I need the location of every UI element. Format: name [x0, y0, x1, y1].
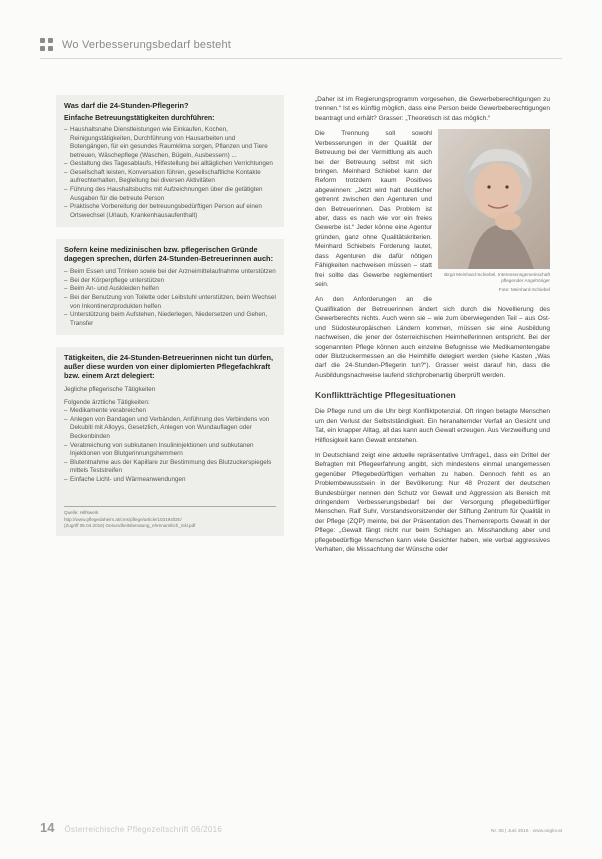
box-subheading: Einfache Betreuungstätigkeiten durchführen: — [64, 115, 215, 123]
article-paragraph: An den Anforderungen an die Qualifikation der Betreuerinnen ändert sich durch die Novellierung des Gewerberechts nichts. Auch wenn sie – wie zum überwiegenden Teil – aus Ost- und Südosteuropäischen Ländern kommen, müssen sie eine Ausbildung nachweisen, die jener der österreichischen Heimhelferinnen entspricht. Bei der sogenannten Pflege können auch einzelne Befugnisse wie Medikamentengabe oder Blutzuckermessen an die Heimhilfe delegiert werden (siehe Kasten „Was darf die 24-Stunden-Pflegerin tun?“). Grasser weist darauf hin, dass die Ausbildungsnachweise laufend stichprobenartig überprüft werden. — [315, 296, 550, 379]
list-item: – Verabreichung von subkutanen Insulininjektionen und subkutanen Injektionen von Blutgerinnungshemmern — [64, 442, 276, 459]
info-box-forbidden — [56, 347, 284, 536]
source-link[interactable]: (Zugriff 05.04.2016) Gesundheitsberatung_ehrenamtlich_inkl.pdf — [64, 522, 196, 528]
section-heading: Konfliktträchtige Pflegesituationen — [315, 390, 456, 401]
list-item: – Führung des Haushaltsbuchs mit Aufzeichnungen über die getätigten Ausgaben für die betreute Person — [64, 186, 276, 203]
section-header — [40, 38, 231, 52]
list-item: – Anlegen von Bandagen und Verbänden, Anführung des Verbindens von Dekubiti mit Alloyys, Gesetzlich, Anlegen von Wundauflagen oder Beckenbinden — [64, 416, 276, 442]
right-column — [315, 95, 550, 561]
magazine-name: Österreichische Pflegezeitschrift 06/2016 — [64, 825, 223, 834]
source-note — [64, 506, 276, 529]
section-title: Wo Verbesserungsbedarf besteht — [62, 39, 232, 51]
article-paragraph: „Daher ist im Regierungsprogramm vorgesehen, die Gewerbeberechtigungen zu trennen.“ Ist es künftig möglich, dass eine Person beide Gewerbeberechtigungen beantragt und erhält? Grasser: „Theoretisch ist das möglich.“ — [315, 96, 550, 122]
list-item: – Haushaltsnahe Dienstleistungen wie Einkaufen, Kochen, Reinigungstätigkeiten, Durchführung von Hausarbeiten und Botengängen, für ein gesundes Raumklima sorgen, Pflanzen und Tiere betreuen, Wäschepflege (Waschen, Bügeln, Ausbessern) ... — [64, 126, 276, 160]
list-item: – Bei der Körperpflege unterstützen — [64, 277, 276, 286]
page-footer — [40, 820, 562, 835]
article-paragraph: In Deutschland zeigt eine aktuelle repräsentative Umfrage1, dass ein Drittel der Befragten mit Pflegeerfahrung angibt, sich mindestens einmal unangemessen gegenüber Pflegebedürftigen verhalten zu haben. Dennoch fehlt es an Problembewusstsein in der Bevölkerung: Nur 48 Prozent der deutschen Bundesbürger nennen den Schutz vor Gewalt und Aggression als Bereich mit dringendem Verbesserungsbedarf bei der Versorgung pflegebedürftiger Menschen. Ralf Suhr, Vorstandsvorsitzender der Stiftung Zentrum für Qualität in der Pflege (ZQP) meinte, bei der Präsentation des Themenreports Gewalt in der Pflege: „Gewalt fängt nicht nur beim Schlagen an. Misshandlung aber und pflegebedürftige Menschen kann viele Gesichter haben, wie verbal aggressives Verhalten, die Missachtung der Wünsche oder — [315, 451, 550, 554]
list-item: – Beim An- und Auskleiden helfen — [64, 285, 276, 294]
info-box-allowed — [56, 239, 284, 335]
photo-caption: Birgit Meinhard-Schiebel, Interessensgemeinschaft pflegender Angehöriger — [444, 272, 550, 284]
list-item: – Beim Essen und Trinken sowie bei der Arzneimittelaufnahme unterstützen — [64, 268, 276, 277]
article-paragraph: Die Pflege rund um die Uhr birgt Konfliktpotenzial. Oft ringen betagte Menschen um den Verlust der Selbstständigkeit. Ein heranalternder Verfall an Gesicht und Tat, ein knapper Alltag, all das kann auch Gewalt erzeugen. Aus Verzweiflung und Hilflosigkeit kann Gewalt entstehen. — [315, 408, 550, 444]
box-sublabel: Folgende ärztliche Tätigkeiten: — [64, 399, 150, 407]
page-number: 14 — [40, 820, 55, 835]
header-rule — [40, 58, 562, 59]
forbidden-list — [64, 407, 276, 484]
list-item: – Praktische Vorbereitung der betreuungsbedürftigen Person auf einen Ortswechsel (Urlaub, Krankenhausaufenthalt) — [64, 203, 276, 220]
grid-dots-icon — [40, 38, 54, 52]
list-item: – Gestaltung des Tagesablaufs, Hilfestellung bei alltäglichen Verrichtungen — [64, 160, 276, 169]
source-label: Quelle: Hilfswerk — [64, 510, 99, 516]
list-item: – Blutentnahme aus der Kapillare zur Bestimmung des Blutzuckerspiegels mittels Teststreifen — [64, 459, 276, 476]
box-plain-text: Jegliche pflegerische Tätigkeiten — [64, 386, 156, 394]
box-heading: Sofern keine medizinischen bzw. pflegerischen Gründe dagegen sprechen, dürfen 24-Stunden-Betreuerinnen auch: — [64, 245, 274, 264]
info-box-tasks — [56, 95, 284, 227]
box-heading: Was darf die 24-Stunden-Pflegerin? — [64, 101, 189, 110]
left-column — [56, 95, 284, 548]
list-item: – Bei der Benutzung von Toilette oder Leibstuhl unterstützen, beim Wechsel von Inkontinenzprodukten helfen — [64, 294, 276, 311]
source-link[interactable]: http://www.pflegedaheim.at/cms/pflege/article/103194/DE/ — [64, 516, 182, 522]
list-item: – Medikamente verabreichen — [64, 407, 276, 416]
allowed-list — [64, 268, 276, 328]
portrait-figure — [438, 129, 550, 293]
list-item: – Unterstützung beim Aufstehen, Niederlegen, Niedersetzen und Gehen, Transfer — [64, 311, 276, 328]
list-item: – Gesellschaft leisten, Konversation führen, gesellschaftliche Kontakte aufrechterhalten, Begleitung bei diversen Aktivitäten — [64, 169, 276, 186]
list-item: – Einfache Licht- und Wärmeanwendungen — [64, 476, 276, 485]
task-list — [64, 126, 276, 220]
article-paragraph: Die Trennung soll sowohl Verbesserungen in der Qualität der Betreuung bei der Vermittlung als auch bei der Betreuung selbst mit sich bringen. Meinhard Schiebel kann der Reform trotzdem kaum Positives abgewinnen: „Jetzt wird halt deutlicher getrennt zwischen den Agenturen und den Betreuerinnen. Das Problem ist aber, dass es nach wie vor ein freies Gewerbe ist.“ Jeder könne eine Agentur gründen, ganz ohne Qualitätskriterien. Meinhard Schiebels Forderung lautet, dass Agenturen die dafür nötigen Fähigkeiten nachweisen müssen – statt frei sollte das Gewerbe reglementiert sein. — [315, 130, 432, 289]
issue-info: Nr. 06 | Juni 2016 · www.oegkv.at — [490, 829, 562, 834]
photo-credit: Foto: Meinhard-Schiebel — [498, 287, 550, 293]
box-heading: Tätigkeiten, die 24-Stunden-Betreuerinnen nicht tun dürfen, außer diese wurden von einer diplomierten Pflegefachkraft bzw. einem Arzt delegiert: — [64, 353, 274, 381]
portrait-photo — [438, 129, 550, 269]
